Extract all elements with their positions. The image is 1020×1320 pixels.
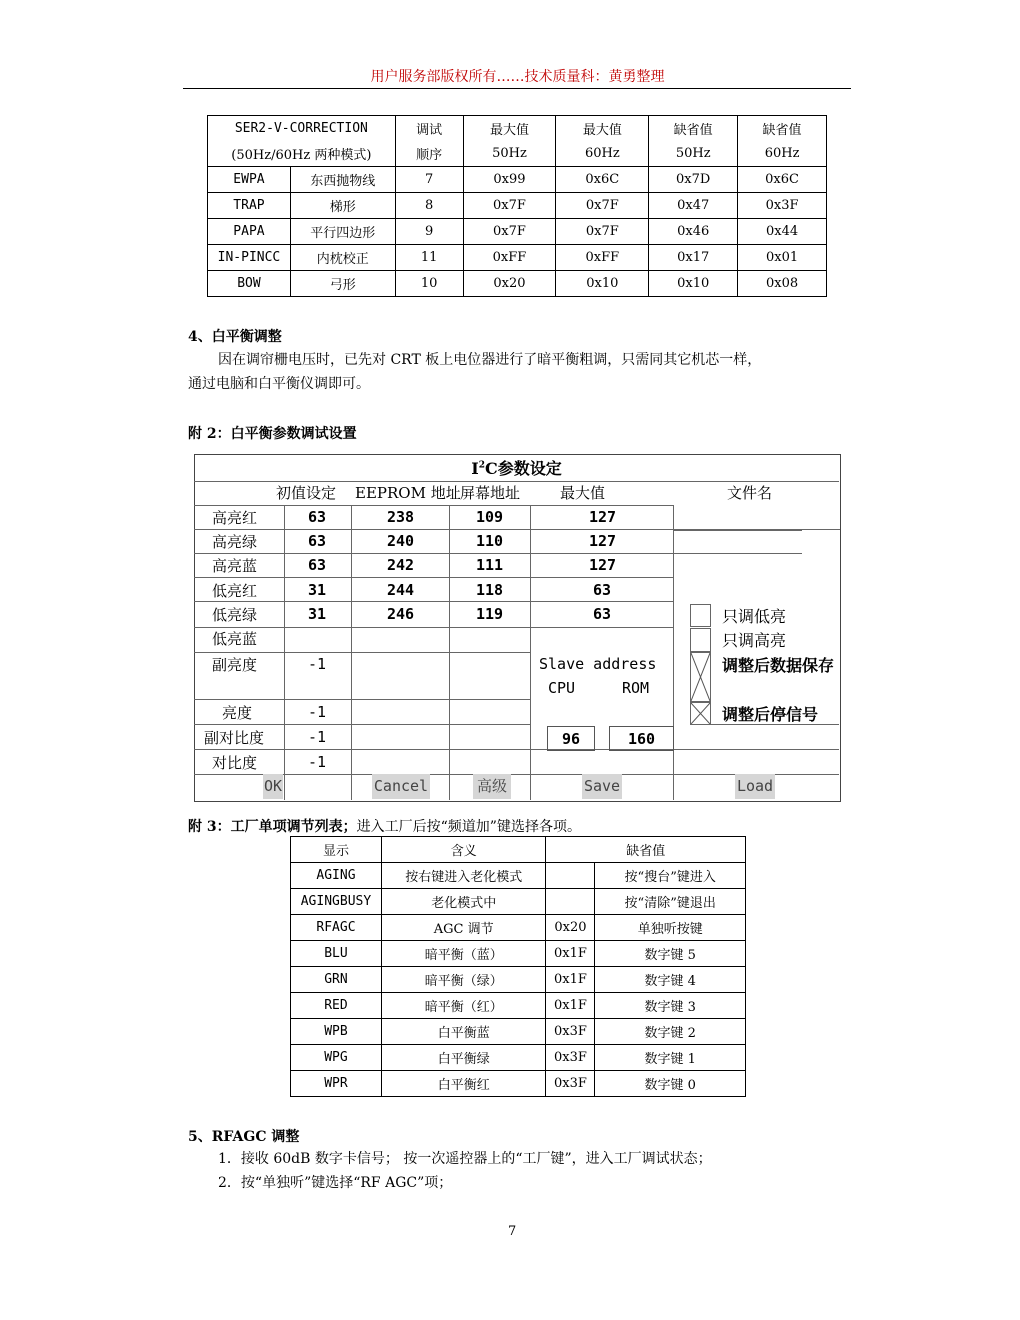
checkmark-cross-icon — [691, 653, 710, 701]
table-row — [208, 167, 827, 193]
table-cell: 7 — [395, 167, 463, 193]
table1-header-cell: 50Hz — [463, 141, 556, 167]
table-cell — [546, 863, 595, 889]
table-cell: 0x20 — [546, 915, 595, 941]
table-cell: 按右键进入老化模式 — [381, 863, 546, 889]
col-header-init: 初值设定 — [276, 484, 337, 502]
file-name-input[interactable] — [801, 529, 840, 553]
table1-header-cell: 缺省值 — [738, 116, 827, 142]
table-cell: BLU — [291, 941, 382, 967]
init-value[interactable]: 63 — [308, 532, 327, 550]
table1-header-cell: SER2-V-CORRECTION — [208, 116, 396, 142]
table-row — [208, 193, 827, 219]
table-header-cell: 含义 — [381, 837, 546, 863]
table-cell: WPR — [291, 1071, 382, 1097]
init-value[interactable]: -1 — [308, 753, 327, 771]
table-cell: 0x7F — [556, 193, 649, 219]
table-cell: 数字键 4 — [595, 967, 746, 993]
option-stop-signal-label: 调整后停信号 — [722, 705, 819, 724]
checkmark-cross-icon — [691, 703, 710, 724]
table-cell: 0x1F — [546, 967, 595, 993]
table-cell: 0x17 — [649, 245, 738, 271]
table-row — [208, 245, 827, 271]
screen-value[interactable]: 119 — [476, 605, 504, 623]
screen-value[interactable]: 109 — [476, 508, 504, 526]
table-cell: 0x7D — [649, 167, 738, 193]
table-row — [291, 863, 746, 889]
table-row — [291, 1019, 746, 1045]
row-label: 高亮绿 — [212, 533, 258, 551]
max-value[interactable]: 127 — [589, 508, 617, 526]
table-cell: 0x3F — [738, 193, 827, 219]
table-cell: RED — [291, 993, 382, 1019]
table-cell: 暗平衡（红） — [381, 993, 546, 1019]
table-cell: 0x6C — [738, 167, 827, 193]
rom-label: ROM — [622, 679, 650, 697]
table-cell: 0x08 — [738, 271, 827, 297]
table-cell: 0x3F — [546, 1045, 595, 1071]
factory-items-table — [290, 836, 746, 1097]
table-cell: 按“清除”键退出 — [595, 889, 746, 915]
slave-address-label: Slave address — [539, 655, 657, 673]
table-cell: 0x44 — [738, 219, 827, 245]
row-label: 低亮蓝 — [212, 630, 258, 648]
file-name-field-2[interactable] — [673, 530, 802, 554]
section4-heading: 4、白平衡调整 — [188, 329, 282, 345]
eeprom-value[interactable]: 240 — [387, 532, 415, 550]
divider — [194, 627, 674, 628]
table-row — [291, 967, 746, 993]
max-value[interactable]: 63 — [593, 605, 612, 623]
rom-address-input[interactable] — [609, 726, 674, 751]
init-value[interactable]: -1 — [308, 703, 327, 721]
table-cell: 数字键 0 — [595, 1071, 746, 1097]
table-cell: 暗平衡（蓝） — [381, 941, 546, 967]
eeprom-value[interactable]: 244 — [387, 581, 415, 599]
table-cell: 0x1F — [546, 941, 595, 967]
table-cell: AGINGBUSY — [291, 889, 382, 915]
table-cell: 0x6C — [556, 167, 649, 193]
col-header-filename: 文件名 — [727, 484, 773, 502]
appendix3-title — [188, 816, 581, 836]
table-row — [208, 271, 827, 297]
table-cell: 0x3F — [546, 1071, 595, 1097]
divider — [194, 652, 530, 653]
page-header: 用户服务部版权所有……技术质量科：黄勇整理 — [370, 69, 665, 85]
table-cell: 弓形 — [290, 271, 395, 297]
table-cell: IN-PINCC — [208, 245, 291, 271]
row-label: 副对比度 — [204, 729, 265, 747]
ok-button[interactable]: OK — [263, 774, 283, 799]
divider — [351, 505, 352, 800]
init-value[interactable]: 63 — [308, 508, 327, 526]
table-cell: 10 — [395, 271, 463, 297]
rom-address-value: 160 — [627, 730, 656, 748]
table-cell: 单独听按键 — [595, 915, 746, 941]
dialog-title — [194, 456, 839, 479]
section5-step1: 1．接收 60dB 数字卡信号； 按一次遥控器上的“工厂键”，进入工厂调试状态； — [218, 1151, 712, 1167]
correction-table — [207, 115, 827, 297]
table-cell: EWPA — [208, 167, 291, 193]
table-cell: 东西抛物线 — [290, 167, 395, 193]
init-value[interactable]: 31 — [308, 581, 327, 599]
header-rule — [183, 88, 851, 89]
checkbox-stop-signal[interactable] — [690, 702, 711, 725]
table-cell: 0x7F — [463, 193, 556, 219]
divider — [194, 699, 530, 700]
row-label: 亮度 — [222, 704, 253, 722]
init-value[interactable]: 31 — [308, 605, 327, 623]
table-cell: GRN — [291, 967, 382, 993]
cancel-button[interactable]: Cancel — [372, 774, 430, 799]
option-low-only-label: 只调低亮 — [722, 607, 787, 626]
table-cell: 11 — [395, 245, 463, 271]
table-row — [291, 889, 746, 915]
checkbox-low-only[interactable] — [690, 604, 711, 627]
row-label: 低亮红 — [212, 582, 258, 600]
eeprom-value[interactable]: 238 — [387, 508, 415, 526]
load-button[interactable]: Load — [735, 774, 775, 799]
table-cell: WPB — [291, 1019, 382, 1045]
table-cell: 老化模式中 — [381, 889, 546, 915]
divider — [709, 724, 839, 725]
table-cell: 白平衡绿 — [381, 1045, 546, 1071]
section4-para2: 通过电脑和白平衡仪调即可。 — [188, 376, 370, 392]
option-high-only-label: 只调高亮 — [722, 631, 787, 650]
table-cell: 数字键 2 — [595, 1019, 746, 1045]
table-cell: TRAP — [208, 193, 291, 219]
table-cell: 白平衡红 — [381, 1071, 546, 1097]
row-label: 高亮红 — [212, 509, 258, 527]
table1-header-cell: 顺序 — [395, 141, 463, 167]
table1-header-cell: (50Hz/60Hz 两种模式) — [208, 141, 396, 167]
max-value[interactable]: 63 — [593, 581, 612, 599]
screen-value[interactable]: 118 — [476, 581, 504, 599]
table-cell: 0x1F — [546, 993, 595, 1019]
table1-header-cell: 最大值 — [463, 116, 556, 142]
table-row — [291, 993, 746, 1019]
col-header-eeprom: EEPROM 地址 — [355, 484, 461, 502]
table-cell: 0x10 — [649, 271, 738, 297]
file-name-field[interactable] — [673, 505, 840, 530]
max-value[interactable]: 127 — [589, 532, 617, 550]
screen-value[interactable]: 111 — [476, 556, 504, 574]
divider — [530, 505, 531, 800]
table-cell: 9 — [395, 219, 463, 245]
init-value[interactable]: -1 — [308, 728, 327, 746]
table-cell: 0x10 — [556, 271, 649, 297]
eeprom-value[interactable]: 246 — [387, 605, 415, 623]
table1-header-cell: 缺省值 — [649, 116, 738, 142]
title-part: C参数设定 — [485, 459, 562, 478]
table-cell: 0x7F — [556, 219, 649, 245]
table1-header-cell: 60Hz — [556, 141, 649, 167]
table-cell: 数字键 5 — [595, 941, 746, 967]
divider — [284, 505, 285, 800]
table-cell: AGING — [291, 863, 382, 889]
checkbox-save-after[interactable] — [690, 652, 711, 702]
advanced-button[interactable]: 高级 — [473, 774, 511, 799]
init-value[interactable]: -1 — [308, 655, 327, 673]
section5-step2: 2．按“单独听”键选择“RF AGC”项； — [218, 1175, 453, 1191]
init-value[interactable]: 63 — [308, 556, 327, 574]
col-header-max: 最大值 — [560, 484, 606, 502]
table-row — [291, 1045, 746, 1071]
col-header-screen: 屏幕地址 — [460, 484, 521, 502]
table-cell: 0x20 — [463, 271, 556, 297]
table-cell: 0x3F — [546, 1019, 595, 1045]
save-button[interactable]: Save — [582, 774, 622, 799]
table-header-cell: 缺省值 — [546, 837, 746, 863]
divider — [194, 724, 530, 725]
table-cell: 暗平衡（绿） — [381, 967, 546, 993]
cpu-label: CPU — [548, 679, 576, 697]
checkbox-high-only[interactable] — [690, 628, 711, 652]
screen-value[interactable]: 110 — [476, 532, 504, 550]
table-row — [291, 1071, 746, 1097]
table-cell: 0x99 — [463, 167, 556, 193]
divider — [194, 553, 674, 554]
table-cell: 白平衡蓝 — [381, 1019, 546, 1045]
table-cell: PAPA — [208, 219, 291, 245]
table-cell — [546, 889, 595, 915]
table-cell: 内枕校正 — [290, 245, 395, 271]
cpu-address-value: 96 — [561, 730, 581, 748]
cpu-address-input[interactable] — [547, 726, 595, 751]
divider — [194, 749, 839, 750]
section5-heading: 5、RFAGC 调整 — [188, 1129, 300, 1145]
table-cell: 0x46 — [649, 219, 738, 245]
table-cell: 0xFF — [463, 245, 556, 271]
table-header-cell: 显示 — [291, 837, 382, 863]
table-row — [291, 915, 746, 941]
divider — [194, 529, 674, 530]
eeprom-value[interactable]: 242 — [387, 556, 415, 574]
appendix3-title-bold: 附 3：工厂单项调节列表； — [188, 819, 357, 835]
appendix3-title-rest: 进入工厂后按“频道加”键选择各项。 — [356, 819, 581, 835]
table-cell: 0x47 — [649, 193, 738, 219]
title-superscript: 2 — [478, 460, 485, 471]
table-cell: 0x01 — [738, 245, 827, 271]
table-cell: WPG — [291, 1045, 382, 1071]
table-cell: BOW — [208, 271, 291, 297]
table1-header-cell: 最大值 — [556, 116, 649, 142]
table-cell: AGC 调节 — [381, 915, 546, 941]
divider — [194, 577, 674, 578]
table-cell: 0xFF — [556, 245, 649, 271]
table1-header-cell: 调试 — [395, 116, 463, 142]
section4-para1: 因在调帘栅电压时，已先对 CRT 板上电位器进行了暗平衡粗调，只需同其它机芯一样， — [218, 352, 762, 368]
table-cell: 8 — [395, 193, 463, 219]
table-cell: 按“搜台”键进入 — [595, 863, 746, 889]
table-cell: 梯形 — [290, 193, 395, 219]
appendix2-title: 附 2：白平衡参数调试设置 — [188, 426, 357, 442]
option-save-after-label: 调整后数据保存 — [722, 656, 835, 675]
divider — [449, 505, 450, 800]
max-value[interactable]: 127 — [589, 556, 617, 574]
table-cell: 0x7F — [463, 219, 556, 245]
title-part: I — [471, 459, 479, 478]
row-label: 高亮蓝 — [212, 557, 258, 575]
table1-header-cell: 50Hz — [649, 141, 738, 167]
table-cell: 数字键 3 — [595, 993, 746, 1019]
row-label: 副亮度 — [212, 656, 258, 674]
row-label: 对比度 — [212, 754, 258, 772]
table-cell: 平行四边形 — [290, 219, 395, 245]
page-number: 7 — [508, 1224, 517, 1239]
table-cell: 数字键 1 — [595, 1045, 746, 1071]
divider — [194, 601, 674, 602]
table-cell: RFAGC — [291, 915, 382, 941]
row-label: 低亮绿 — [212, 606, 258, 624]
table-row — [291, 941, 746, 967]
table-row — [208, 219, 827, 245]
table1-header-cell: 60Hz — [738, 141, 827, 167]
